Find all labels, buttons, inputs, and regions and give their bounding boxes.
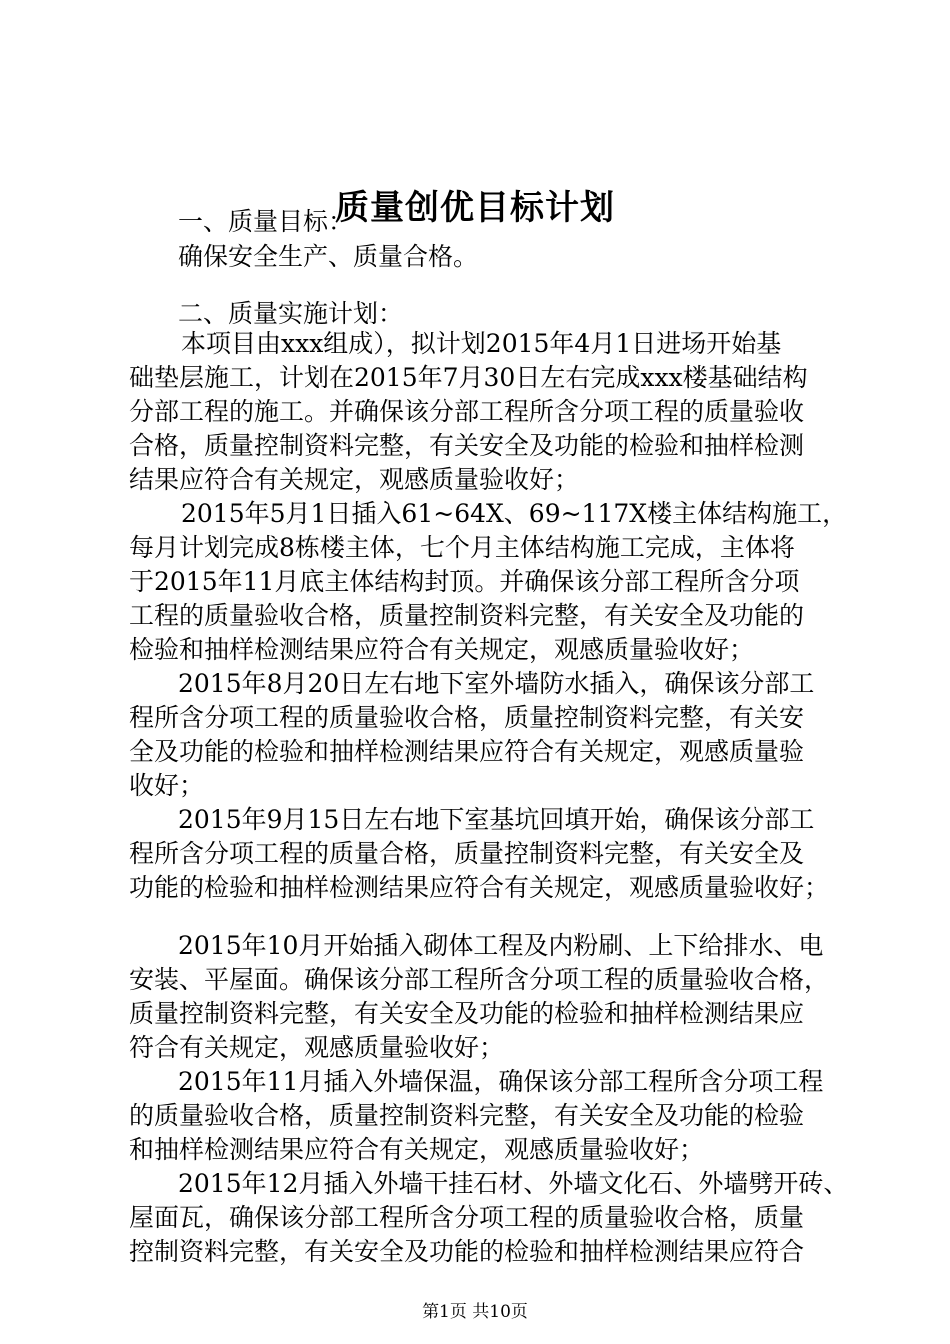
body-line: 本项目由xxx组成），拟计划2015年4月1日进场开始基 — [181, 329, 782, 358]
body-line: 每月计划完成8栋楼主体，七个月主体结构施工完成，主体将 — [129, 533, 795, 562]
body-line: 2015年12月插入外墙干挂石材、外墙文化石、外墙劈开砖、 — [178, 1169, 849, 1198]
body-line: 安装、平屋面。确保该分部工程所含分项工程的质量验收合格， — [129, 965, 830, 994]
body-line: 确保安全生产、质量合格。 — [178, 242, 479, 271]
body-line: 于2015年11月底主体结构封顶。并确保该分部工程所含分项 — [129, 567, 800, 596]
body-line: 的质量验收合格，质量控制资料完整，有关安全及功能的检验 — [129, 1101, 805, 1130]
body-line: 功能的检验和抽样检测结果应符合有关规定，观感质量验收好； — [129, 873, 830, 902]
body-line: 屋面瓦，确保该分部工程所含分项工程的质量验收合格，质量 — [129, 1203, 805, 1232]
body-line: 2015年8月20日左右地下室外墙防水插入，确保该分部工 — [178, 669, 815, 698]
body-line: 全及功能的检验和抽样检测结果应符合有关规定，观感质量验 — [129, 737, 805, 766]
body-line: 收好； — [129, 771, 205, 800]
body-line: 工程的质量验收合格，质量控制资料完整，有关安全及功能的 — [129, 601, 805, 630]
page-number-footer: 第1页 共10页 — [422, 1302, 528, 1322]
body-line: 2015年5月1日插入61~64X、69~117X楼主体结构施工， — [181, 499, 848, 528]
body-line: 和抽样检测结果应符合有关规定，观感质量验收好； — [129, 1135, 705, 1164]
section-heading-quality-goal: 一、质量目标： — [178, 207, 354, 236]
body-line: 控制资料完整，有关安全及功能的检验和抽样检测结果应符合 — [129, 1237, 805, 1266]
body-line: 符合有关规定，观感质量验收好； — [129, 1033, 505, 1062]
section-heading-implementation-plan: 二、质量实施计划： — [178, 299, 404, 328]
body-line: 2015年9月15日左右地下室基坑回填开始，确保该分部工 — [178, 805, 815, 834]
body-line: 2015年11月插入外墙保温，确保该分部工程所含分项工程 — [178, 1067, 824, 1096]
document-title: 质量创优目标计划 — [335, 188, 615, 228]
body-line: 2015年10月开始插入砌体工程及内粉刷、上下给排水、电 — [178, 931, 824, 960]
body-line: 础垫层施工，计划在2015年7月30日左右完成xxx楼基础结构 — [129, 363, 808, 392]
body-line: 分部工程的施工。并确保该分部工程所含分项工程的质量验收 — [129, 397, 805, 426]
body-line: 合格，质量控制资料完整，有关安全及功能的检验和抽样检测 — [129, 431, 805, 460]
body-line: 检验和抽样检测结果应符合有关规定，观感质量验收好； — [129, 635, 755, 664]
body-line: 结果应符合有关规定，观感质量验收好； — [129, 465, 580, 494]
body-line: 程所含分项工程的质量验收合格，质量控制资料完整，有关安 — [129, 703, 805, 732]
body-line: 程所含分项工程的质量合格，质量控制资料完整，有关安全及 — [129, 839, 805, 868]
body-line: 质量控制资料完整，有关安全及功能的检验和抽样检测结果应 — [129, 999, 805, 1028]
